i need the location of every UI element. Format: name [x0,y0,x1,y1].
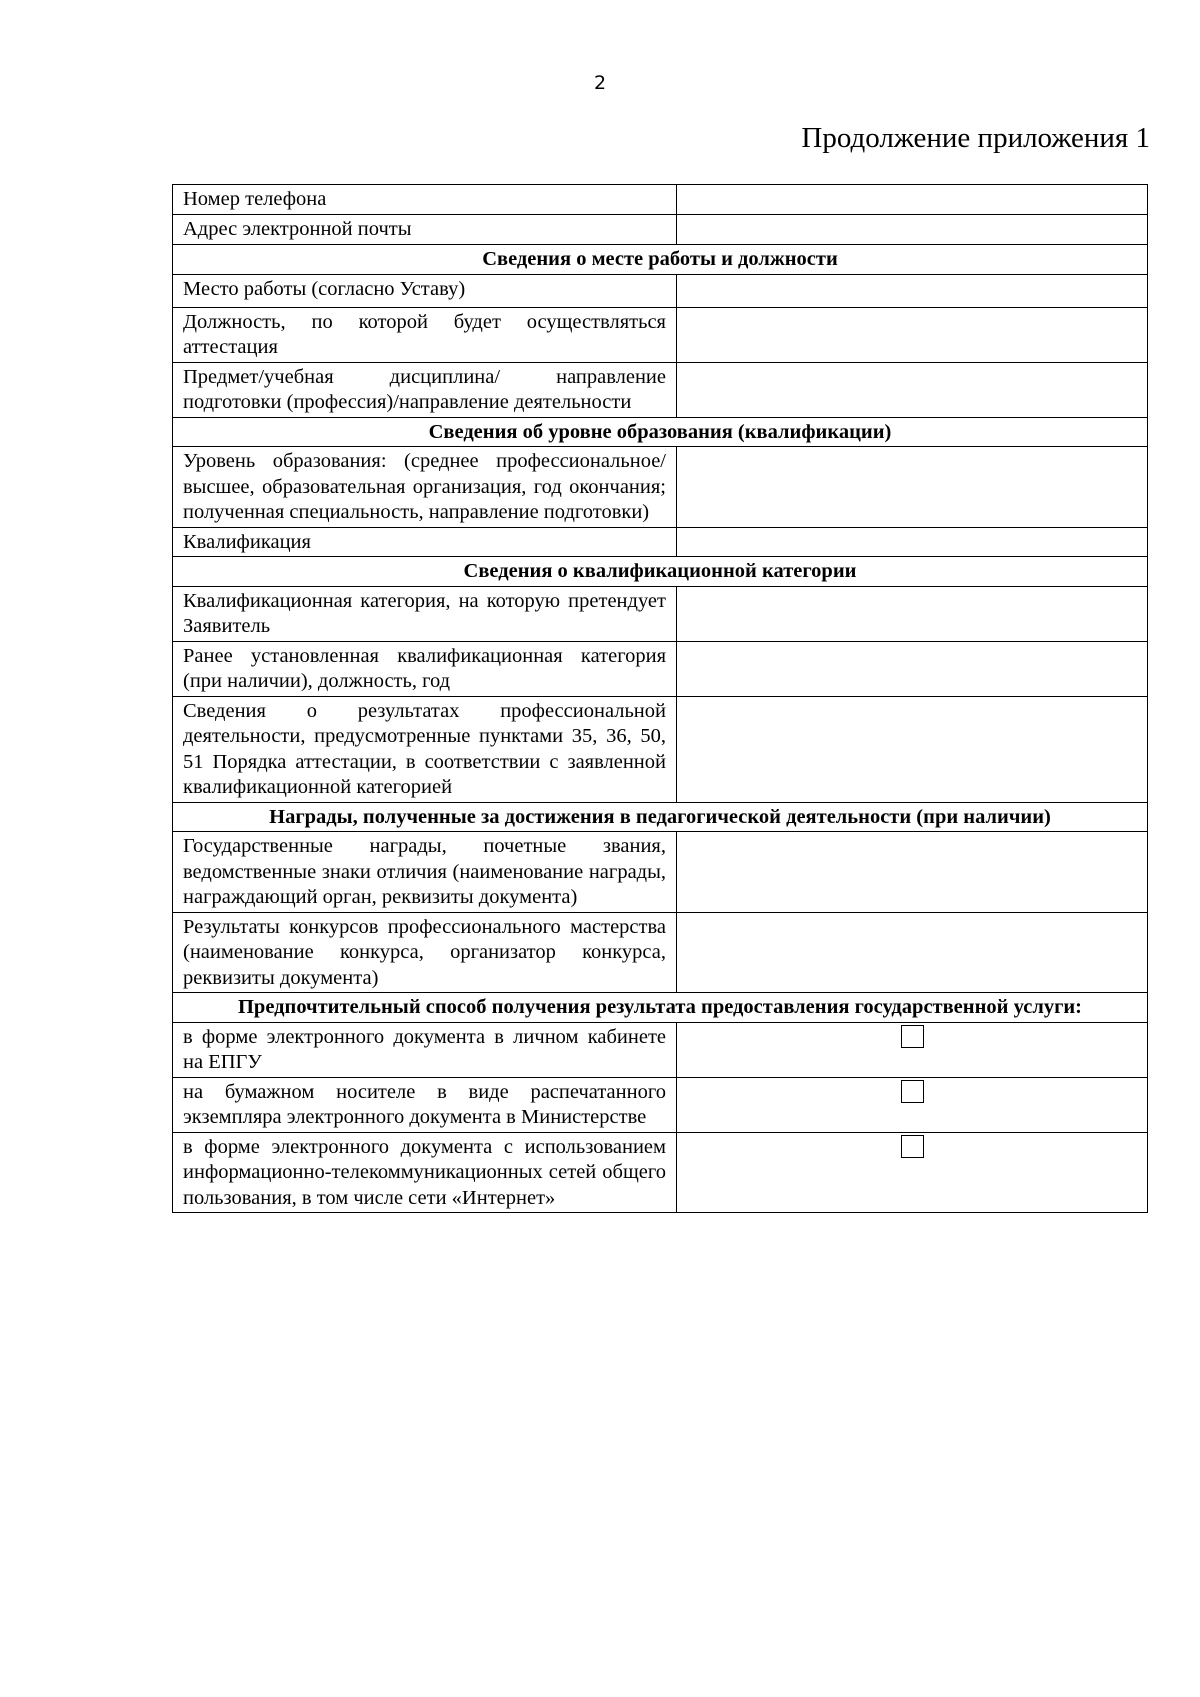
subject-value-field[interactable] [677,362,1148,417]
application-form-table [172,184,1148,1213]
delivery-paper-cell [677,1077,1148,1132]
category-previous-value-field[interactable] [677,641,1148,696]
table-row [173,696,1148,802]
table-row [173,447,1148,528]
section-header-row [173,993,1148,1023]
state-awards-value-field[interactable] [677,832,1148,913]
section-header-row [173,802,1148,832]
section-header-row [173,417,1148,447]
table-row [173,912,1148,993]
table-row [173,1077,1148,1132]
contest-results-value-field[interactable] [677,912,1148,993]
qualification-label: Квалификация [173,527,677,557]
section-category-header: Сведения о квалификационной категории [173,557,1148,587]
state-awards-label: Государственные награды, почетные звания, ведомственные знаки отличия (наименование награды, награждающий орган, реквизиты документа) [173,832,677,913]
page-number: 2 [593,72,607,94]
category-claimed-label: Квалификационная категория, на которую претендует Заявитель [173,586,677,641]
contest-results-label: Результаты конкурсов профессионального мастерства (наименование конкурса, организатор конкурса, реквизиты документа) [173,912,677,993]
workplace-label: Место работы (согласно Уставу) [173,274,677,307]
delivery-epgu-cell [677,1022,1148,1077]
category-claimed-value-field[interactable] [677,586,1148,641]
table-row [173,1022,1148,1077]
table-row [173,307,1148,362]
delivery-epgu-label: в форме электронного документа в личном кабинете на ЕПГУ [173,1022,677,1077]
phone-value-field[interactable] [677,185,1148,215]
position-value-field[interactable] [677,307,1148,362]
continuation-title: Продолжение приложения 1 [801,122,1150,154]
education-level-label: Уровень образования: (среднее профессиональное/высшее, образовательная организация, год окончания; полученная специальность, направление подготовки) [173,447,677,528]
section-header-row [173,245,1148,275]
empty-checkbox-icon[interactable] [901,1025,924,1048]
section-header-row [173,557,1148,587]
position-label: Должность, по которой будет осуществляться аттестация [173,307,677,362]
qualification-value-field[interactable] [677,527,1148,557]
professional-results-label: Сведения о результатах профессиональной деятельности, предусмотренные пунктами 35, 36, 50, 51 Порядка аттестации, в соответствии с заявленной квалификационной категорией [173,696,677,802]
section-awards-header: Награды, полученные за достижения в педагогической деятельности (при наличии) [173,802,1148,832]
table-row [173,215,1148,245]
professional-results-value-field[interactable] [677,696,1148,802]
table-row [173,185,1148,215]
section-work-header: Сведения о месте работы и должности [173,245,1148,275]
subject-label: Предмет/учебная дисциплина/ направление подготовки (профессия)/направление деятельности [173,362,677,417]
workplace-value-field[interactable] [677,274,1148,307]
table-row [173,586,1148,641]
email-label: Адрес электронной почты [173,215,677,245]
education-level-value-field[interactable] [677,447,1148,528]
table-row [173,274,1148,307]
empty-checkbox-icon[interactable] [901,1135,924,1158]
email-value-field[interactable] [677,215,1148,245]
delivery-paper-label: на бумажном носителе в виде распечатанного экземпляра электронного документа в Министерстве [173,1077,677,1132]
table-row [173,641,1148,696]
delivery-internet-cell [677,1132,1148,1213]
table-row [173,527,1148,557]
category-previous-label: Ранее установленная квалификационная категория (при наличии), должность, год [173,641,677,696]
section-delivery-header: Предпочтительный способ получения результата предоставления государственной услуги: [173,993,1148,1023]
section-education-header: Сведения об уровне образования (квалификации) [173,417,1148,447]
table-row [173,362,1148,417]
table-row [173,1132,1148,1213]
phone-label: Номер телефона [173,185,677,215]
empty-checkbox-icon[interactable] [901,1080,924,1103]
delivery-internet-label: в форме электронного документа с использованием информационно-телекоммуникационных сетей общего пользования, в том числе сети «Интернет» [173,1132,677,1213]
table-row [173,832,1148,913]
